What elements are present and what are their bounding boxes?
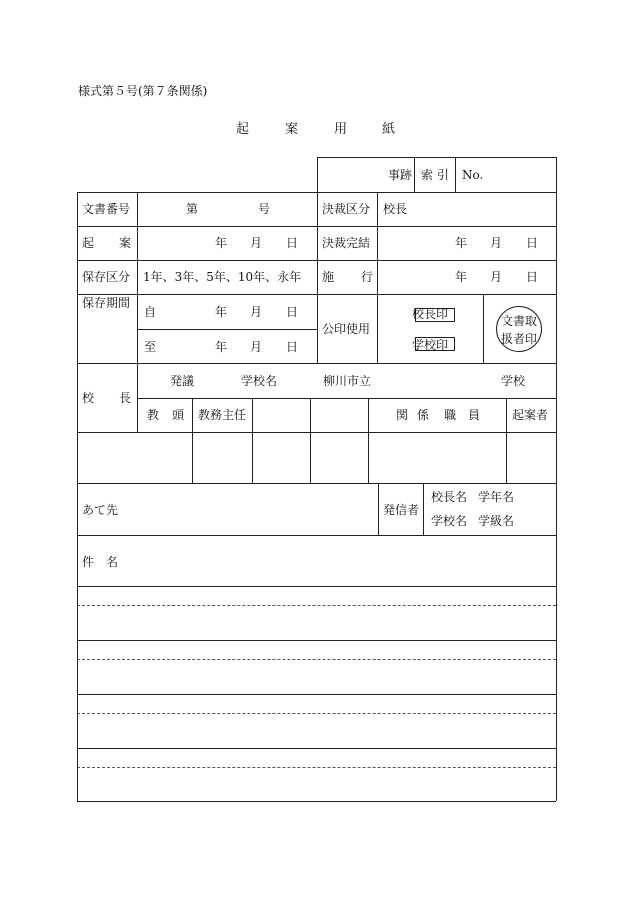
draft-label-char-1: 起	[82, 236, 95, 250]
grid-line	[377, 192, 378, 363]
document-number-label: 文書番号	[82, 202, 131, 216]
grid-line	[455, 157, 456, 192]
title-char-4: 紙	[382, 122, 396, 137]
grid-line	[317, 157, 318, 192]
form-caption: 様式第５号(第７条関係)	[78, 84, 208, 98]
grid-line	[506, 398, 507, 483]
grid-line	[77, 432, 556, 433]
grid-line	[137, 192, 138, 432]
decision-category-label: 決裁区分	[322, 202, 371, 216]
decision-complete-label: 決裁完結	[322, 236, 371, 250]
title-char-1: 起	[236, 122, 250, 137]
sender-school-name-label: 学校名	[431, 514, 468, 528]
decision-category-value: 校長	[383, 202, 408, 216]
grid-line	[378, 483, 379, 535]
enforcement-label-char-1: 施	[322, 270, 335, 284]
to-month: 月	[250, 340, 263, 354]
draft-label-char-2: 案	[119, 236, 132, 250]
school-seal-label: 学校印	[412, 338, 449, 352]
retention-period-label: 保存期間	[82, 296, 131, 310]
grid-line	[77, 640, 556, 641]
dashed-line	[77, 713, 556, 714]
title-char-2: 案	[285, 122, 299, 137]
retention-category-values: 1年、3年、5年、10年、永年	[143, 270, 302, 284]
grid-line	[137, 398, 556, 399]
number-label: No.	[462, 168, 484, 182]
complete-year: 年	[455, 236, 468, 250]
complete-day: 日	[526, 236, 539, 250]
proposal-label: 発議	[170, 374, 195, 388]
title-char-3: 用	[334, 122, 348, 137]
grid-line	[77, 483, 556, 484]
retention-category-label: 保存区分	[82, 270, 131, 284]
city-label: 柳川市立	[323, 374, 372, 388]
go-label: 号	[258, 202, 271, 216]
addressee-label: あて先	[82, 503, 119, 517]
handler-stamp-line-1: 文書取	[501, 314, 538, 328]
vice-principal-char-1: 教	[147, 408, 160, 422]
grid-line	[137, 329, 317, 330]
grid-line	[414, 157, 415, 192]
principal-name-label: 校長名	[431, 490, 468, 504]
principal-label-char-2: 長	[119, 391, 132, 405]
official-seal-label: 公印使用	[322, 322, 371, 336]
handler-stamp-line-2: 扱者印	[501, 332, 538, 346]
academic-affairs-label: 教務主任	[198, 408, 247, 422]
enforcement-label-char-2: 行	[361, 270, 374, 284]
grid-line	[77, 801, 556, 802]
principal-label-char-1: 校	[82, 391, 95, 405]
to-label: 至	[144, 340, 157, 354]
complete-month: 月	[490, 236, 503, 250]
sakuin-label: 索 引	[421, 168, 449, 182]
grid-line	[556, 157, 557, 801]
grid-line	[77, 192, 78, 801]
drafter-label: 起案者	[512, 408, 549, 422]
grid-line	[252, 398, 253, 483]
grid-line	[77, 748, 556, 749]
grid-line	[423, 483, 424, 535]
subject-label-char-2: 名	[106, 555, 119, 569]
grid-line	[483, 294, 484, 363]
grid-line	[317, 192, 318, 363]
dashed-line	[77, 659, 556, 660]
draft-month: 月	[250, 236, 263, 250]
dashed-line	[77, 767, 556, 768]
from-label: 自	[144, 305, 157, 319]
dai-label: 第	[186, 202, 199, 216]
grid-line	[77, 535, 556, 536]
from-day: 日	[286, 305, 299, 319]
enforcement-day: 日	[526, 270, 539, 284]
subject-label-char-1: 件	[82, 555, 95, 569]
grid-line	[368, 398, 369, 483]
jiseki-label: 事跡	[388, 168, 413, 182]
from-year: 年	[215, 305, 228, 319]
school-name-label: 学校名	[241, 374, 278, 388]
sender-label: 発信者	[383, 503, 420, 517]
draft-day: 日	[286, 236, 299, 250]
grid-line	[77, 586, 556, 587]
related-staff-char-2: 係	[417, 408, 430, 422]
draft-year: 年	[215, 236, 228, 250]
related-staff-char-1: 関	[396, 408, 409, 422]
vice-principal-char-2: 頭	[172, 408, 185, 422]
dashed-line	[77, 605, 556, 606]
related-staff-char-3: 職	[444, 408, 457, 422]
from-month: 月	[250, 305, 263, 319]
grid-line	[317, 157, 556, 158]
grid-line	[77, 694, 556, 695]
grade-name-label: 学年名	[478, 490, 515, 504]
enforcement-month: 月	[490, 270, 503, 284]
school-suffix-label: 学校	[501, 374, 526, 388]
grid-line	[192, 398, 193, 483]
to-year: 年	[215, 340, 228, 354]
class-name-label: 学級名	[478, 514, 515, 528]
grid-line	[310, 398, 311, 483]
related-staff-char-4: 員	[468, 408, 481, 422]
enforcement-year: 年	[455, 270, 468, 284]
principal-seal-label: 校長印	[412, 307, 449, 321]
grid-line	[77, 363, 556, 364]
to-day: 日	[286, 340, 299, 354]
